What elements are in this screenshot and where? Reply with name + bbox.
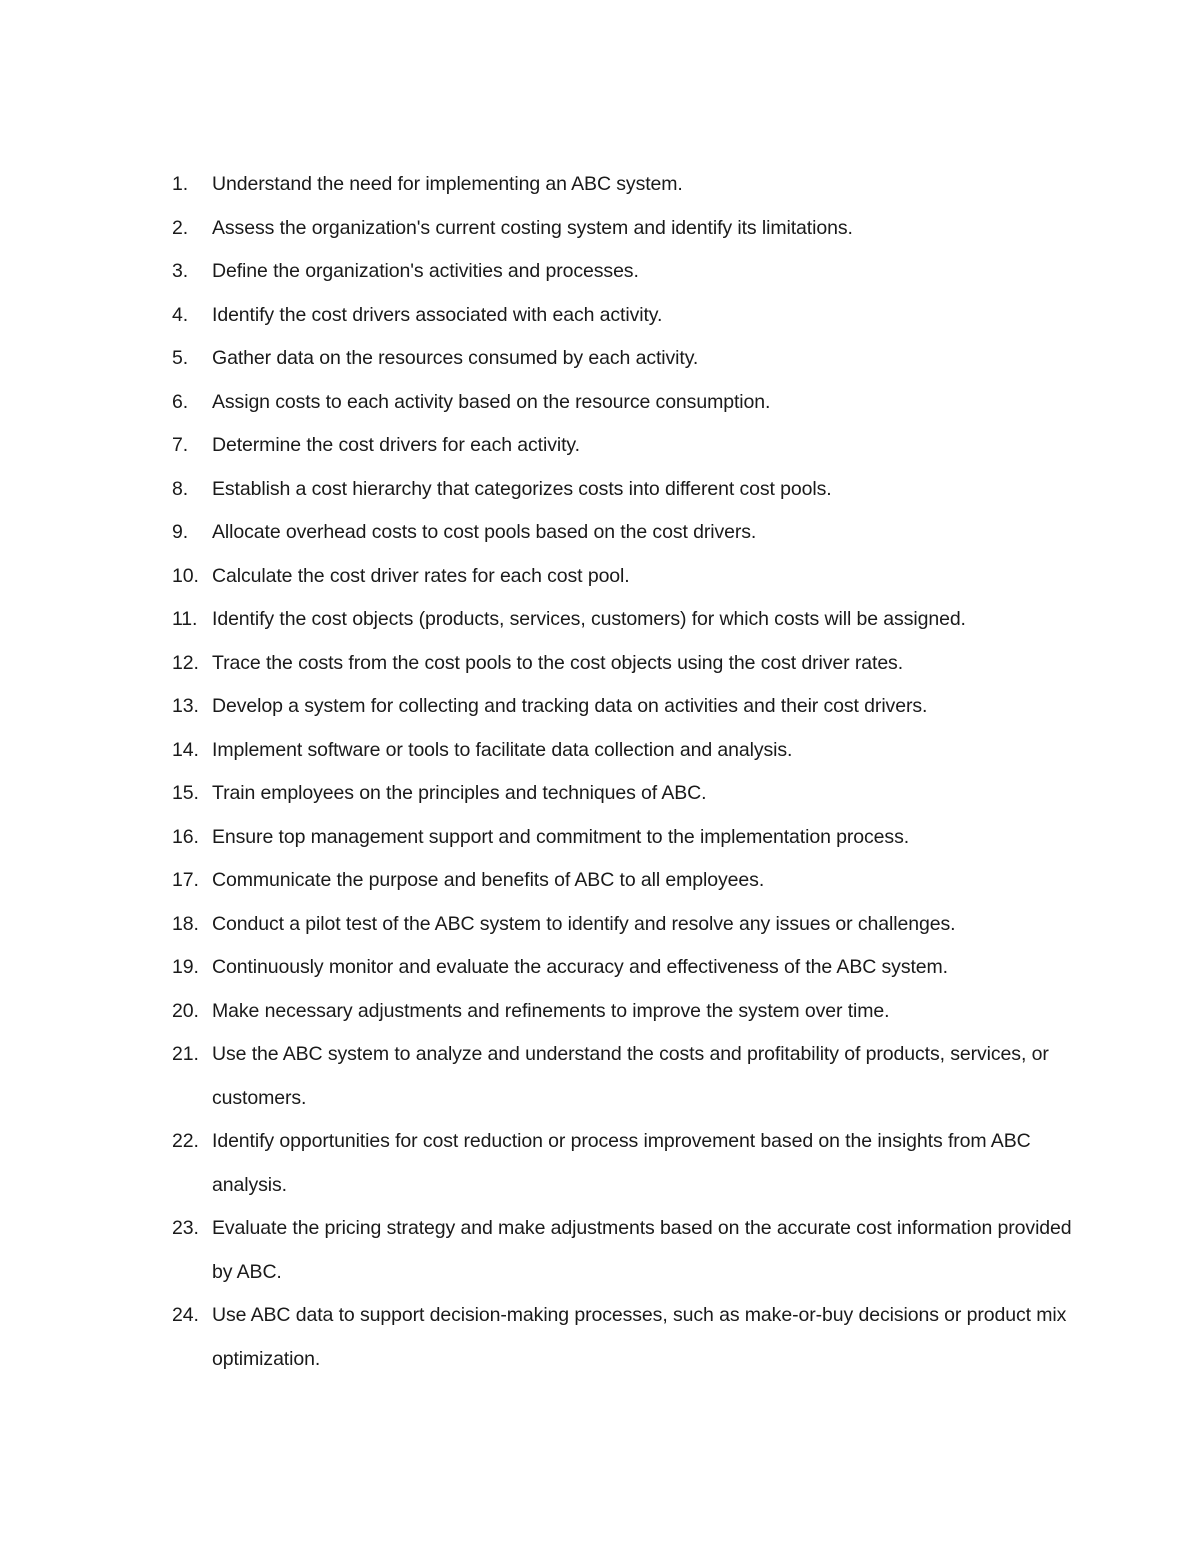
list-item bbox=[172, 511, 1072, 555]
list-item bbox=[172, 424, 1072, 468]
list-item bbox=[172, 946, 1072, 990]
step-number: 18. bbox=[172, 912, 199, 935]
step-text: Use the ABC system to analyze and understand the costs and profitability of products, services, or customers. bbox=[212, 1043, 1049, 1109]
step-text: Establish a cost hierarchy that categorizes costs into different cost pools. bbox=[212, 477, 832, 500]
list-item bbox=[172, 1033, 1072, 1120]
step-text: Trace the costs from the cost pools to the cost objects using the cost driver rates. bbox=[212, 651, 904, 674]
step-text: Implement software or tools to facilitate data collection and analysis. bbox=[212, 738, 793, 761]
list-item bbox=[172, 729, 1072, 773]
step-text: Assess the organization's current costing system and identify its limitations. bbox=[212, 216, 853, 239]
step-number: 5. bbox=[172, 347, 189, 369]
list-item bbox=[172, 468, 1072, 512]
list-item bbox=[172, 1207, 1072, 1294]
step-number: 16. bbox=[172, 825, 199, 848]
step-number: 6. bbox=[172, 390, 189, 413]
step-text: Gather data on the resources consumed by each activity. bbox=[212, 347, 699, 369]
step-number: 9. bbox=[172, 521, 189, 543]
step-number: 20. bbox=[172, 999, 199, 1022]
step-text: Communicate the purpose and benefits of ABC to all employees. bbox=[212, 869, 765, 891]
list-item bbox=[172, 990, 1072, 1034]
step-text: Understand the need for implementing an ABC system. bbox=[212, 173, 683, 195]
step-text: Identify the cost objects (products, services, customers) for which costs will be assigned. bbox=[212, 608, 966, 630]
list-item bbox=[172, 1294, 1072, 1381]
list-item bbox=[172, 250, 1072, 294]
list-item bbox=[172, 772, 1072, 816]
step-number: 15. bbox=[172, 782, 199, 804]
step-number: 21. bbox=[172, 1043, 199, 1065]
step-text: Use ABC data to support decision-making processes, such as make-or-buy decisions or product mix optimization. bbox=[212, 1304, 1067, 1370]
step-text: Continuously monitor and evaluate the accuracy and effectiveness of the ABC system. bbox=[212, 956, 949, 978]
step-number: 3. bbox=[172, 260, 189, 282]
step-number: 8. bbox=[172, 477, 189, 500]
list-item bbox=[172, 1120, 1072, 1207]
step-text: Identify opportunities for cost reduction or process improvement based on the insights from ABC analysis. bbox=[212, 1130, 1031, 1196]
step-number: 14. bbox=[172, 738, 199, 761]
list-item bbox=[172, 642, 1072, 686]
step-text: Ensure top management support and commitment to the implementation process. bbox=[212, 825, 910, 848]
list-item bbox=[172, 859, 1072, 903]
list-item bbox=[172, 294, 1072, 338]
list-item bbox=[172, 337, 1072, 381]
list-item bbox=[172, 598, 1072, 642]
step-number: 17. bbox=[172, 869, 199, 891]
step-number: 7. bbox=[172, 434, 189, 456]
step-number: 19. bbox=[172, 956, 199, 978]
step-number: 23. bbox=[172, 1217, 199, 1239]
list-item bbox=[172, 207, 1072, 251]
step-text: Calculate the cost driver rates for each cost pool. bbox=[212, 564, 630, 587]
list-item bbox=[172, 555, 1072, 599]
step-number: 10. bbox=[172, 564, 199, 587]
step-text: Conduct a pilot test of the ABC system to identify and resolve any issues or challenges. bbox=[212, 912, 956, 935]
step-number: 11. bbox=[172, 608, 198, 630]
step-number: 2. bbox=[172, 216, 189, 239]
list-item bbox=[172, 816, 1072, 860]
list-item bbox=[172, 903, 1072, 947]
step-number: 22. bbox=[172, 1130, 199, 1152]
step-text: Assign costs to each activity based on the resource consumption. bbox=[212, 390, 771, 413]
step-text: Identify the cost drivers associated with each activity. bbox=[212, 303, 663, 326]
list-item bbox=[172, 685, 1072, 729]
list-item bbox=[172, 163, 1072, 207]
step-text: Determine the cost drivers for each activity. bbox=[212, 434, 580, 456]
step-number: 13. bbox=[172, 695, 199, 717]
step-text: Train employees on the principles and techniques of ABC. bbox=[212, 782, 707, 804]
step-number: 24. bbox=[172, 1304, 199, 1326]
implementation-steps-list bbox=[172, 163, 1072, 1381]
step-text: Allocate overhead costs to cost pools based on the cost drivers. bbox=[212, 521, 757, 543]
step-number: 1. bbox=[172, 173, 189, 195]
step-text: Make necessary adjustments and refinements to improve the system over time. bbox=[212, 999, 890, 1022]
step-text: Evaluate the pricing strategy and make adjustments based on the accurate cost information provided by ABC. bbox=[212, 1217, 1072, 1283]
list-item bbox=[172, 381, 1072, 425]
step-number: 4. bbox=[172, 303, 189, 326]
step-number: 12. bbox=[172, 651, 199, 674]
step-text: Define the organization's activities and processes. bbox=[212, 260, 639, 282]
step-text: Develop a system for collecting and tracking data on activities and their cost drivers. bbox=[212, 695, 928, 717]
